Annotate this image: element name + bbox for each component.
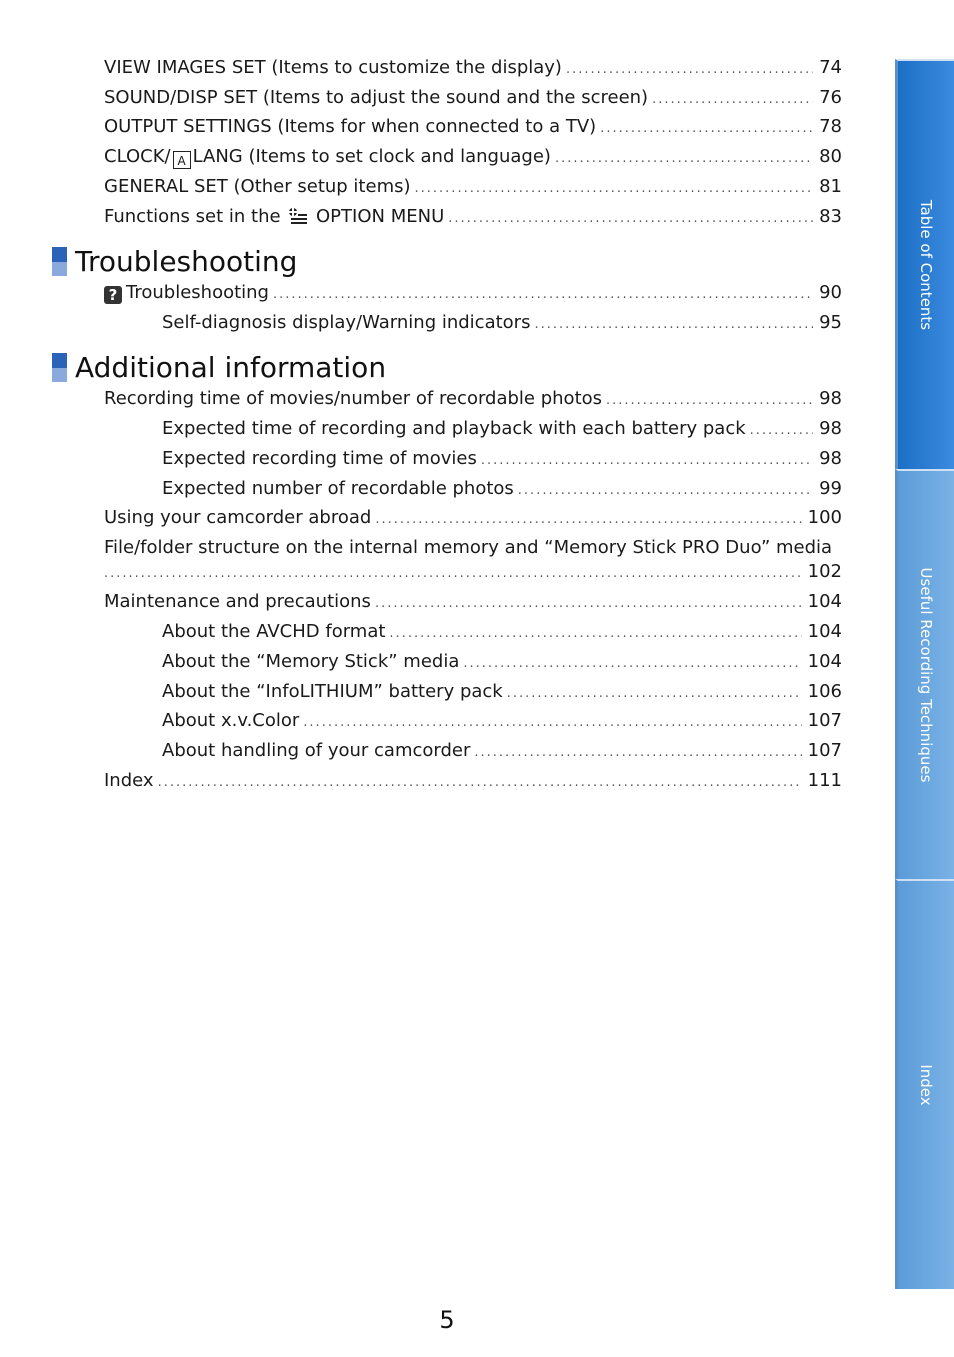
toc-entry-label: Maintenance and precautions (104, 591, 371, 612)
dot-leader (750, 419, 813, 443)
dot-leader (606, 389, 813, 413)
toc-entry-label: About the “InfoLITHIUM” battery pack (162, 681, 503, 702)
help-icon: ? (104, 286, 122, 304)
toc-entry-label (104, 205, 444, 232)
dot-leader (566, 58, 813, 82)
toc-entry-file-folder[interactable] (104, 560, 842, 586)
toc-entry-page: 83 (819, 206, 842, 227)
toc-entry-handling[interactable] (162, 739, 842, 765)
tab-table-of-contents[interactable] (895, 59, 954, 469)
dot-leader (507, 682, 802, 706)
toc-entry-recording-time[interactable] (104, 387, 842, 413)
toc-entry-label: GENERAL SET (Other setup items) (104, 176, 411, 197)
toc-entry-label (104, 281, 269, 305)
toc-entry-label: VIEW IMAGES SET (Items to customize the display) (104, 57, 562, 78)
toc-entry-xvcolor[interactable] (162, 709, 842, 735)
toc-entry-page: 100 (807, 507, 842, 528)
toc-entry-page: 76 (819, 87, 842, 108)
toc-entry-label: Expected number of recordable photos (162, 478, 514, 499)
toc-entry-page: 80 (819, 146, 842, 167)
toc-entry-page: 98 (819, 448, 842, 469)
tab-label: Useful Recording Techniques (917, 567, 935, 783)
dot-leader (463, 652, 801, 676)
section-title: Additional information (75, 351, 387, 384)
toc-entry-page: 102 (807, 561, 842, 582)
toc-entry-label: About x.v.Color (162, 710, 300, 731)
dot-leader (600, 117, 813, 141)
dot-leader (518, 479, 813, 503)
tab-useful-recording-techniques[interactable] (895, 469, 954, 879)
toc-entry-label: Using your camcorder abroad (104, 507, 372, 528)
toc-entry-label (104, 145, 551, 169)
section-bar (52, 247, 67, 276)
tab-label: Index (917, 1064, 935, 1106)
toc-entry-page: 99 (819, 478, 842, 499)
dot-leader (555, 147, 813, 171)
dot-leader (375, 592, 802, 616)
toc-entry-page: 104 (807, 621, 842, 642)
toc-entry-page: 90 (819, 282, 842, 303)
toc-entry-expected-movies[interactable] (162, 447, 842, 473)
toc-entry-memory-stick[interactable] (162, 650, 842, 676)
toc-entry-output-settings[interactable] (104, 115, 842, 141)
toc-entry-label: Recording time of movies/number of recordable photos (104, 388, 603, 409)
toc-entry-page: 104 (807, 651, 842, 672)
dot-leader (481, 449, 813, 473)
label-part: Troubleshooting (126, 282, 269, 303)
toc-entry-using-abroad[interactable] (104, 506, 842, 532)
toc-entry-label: Self-diagnosis display/Warning indicators (162, 312, 531, 333)
toc-entry-clock-lang[interactable] (104, 145, 842, 171)
toc-entry-maintenance[interactable] (104, 590, 842, 616)
tab-index[interactable] (895, 879, 954, 1289)
toc-entry-page: 107 (807, 710, 842, 731)
section-heading-troubleshooting (52, 245, 297, 278)
side-tabs (895, 59, 954, 1289)
toc-entry-page: 98 (819, 388, 842, 409)
section-heading-additional-information (52, 351, 386, 384)
toc-entry-page: 95 (819, 312, 842, 333)
dot-leader (474, 741, 801, 765)
dot-leader (158, 771, 802, 795)
label-part: CLOCK/ (104, 146, 171, 167)
toc-entry-file-folder-label[interactable]: File/folder structure on the internal memory and “Memory Stick PRO Duo” media (104, 537, 833, 558)
toc-entry-label: About the “Memory Stick” media (162, 651, 460, 672)
toc-entry-sound-disp-set[interactable] (104, 86, 842, 112)
toc-entry-label: About handling of your camcorder (162, 740, 471, 761)
dot-leader (534, 313, 813, 337)
toc-entry-label: About the AVCHD format (162, 621, 386, 642)
toc-entry-expected-battery[interactable] (162, 417, 842, 443)
dot-leader (375, 508, 801, 532)
toc-entry-infolithium[interactable] (162, 680, 842, 706)
label-part: LANG (Items to set clock and language) (192, 146, 551, 167)
toc-entry-option-menu[interactable] (104, 205, 842, 232)
toc-entry-page: 106 (807, 681, 842, 702)
toc-entry-label: Index (104, 770, 154, 791)
toc-entry-page: 107 (807, 740, 842, 761)
toc-entry-page: 104 (807, 591, 842, 612)
dot-leader (652, 88, 813, 112)
toc-entry-avchd[interactable] (162, 620, 842, 646)
toc-entry-page: 78 (819, 116, 842, 137)
dot-leader (273, 283, 813, 307)
toc-entry-page: 111 (807, 770, 842, 791)
dot-leader (303, 711, 801, 735)
toc-entry-expected-photos[interactable] (162, 477, 842, 503)
option-menu-icon (288, 207, 308, 232)
section-title: Troubleshooting (75, 245, 298, 278)
section-bar (52, 353, 67, 382)
tab-label: Table of Contents (917, 199, 935, 331)
lang-icon: A (173, 151, 191, 169)
label-part: Functions set in the (104, 206, 287, 227)
toc-entry-view-images-set[interactable] (104, 56, 842, 82)
label-part: OPTION MENU (310, 206, 445, 227)
toc-entry-label: Expected time of recording and playback with each battery pack (162, 418, 746, 439)
page-number: 5 (439, 1306, 455, 1334)
toc-entry-index[interactable] (104, 769, 842, 795)
dot-leader (389, 622, 801, 646)
dot-leader (415, 177, 814, 201)
dot-leader (448, 207, 813, 231)
toc-entry-label: Expected recording time of movies (162, 448, 477, 469)
toc-entry-general-set[interactable] (104, 175, 842, 201)
toc-entry-troubleshooting[interactable] (104, 281, 842, 307)
toc-entry-label: SOUND/DISP SET (Items to adjust the sound and the screen) (104, 87, 649, 108)
toc-entry-page: 81 (819, 176, 842, 197)
toc-entry-self-diagnosis[interactable] (162, 311, 842, 337)
toc-entry-page: 98 (819, 418, 842, 439)
toc-entry-label: OUTPUT SETTINGS (Items for when connected to a TV) (104, 116, 597, 137)
toc-entry-page: 74 (819, 57, 842, 78)
dot-leader (104, 562, 802, 586)
